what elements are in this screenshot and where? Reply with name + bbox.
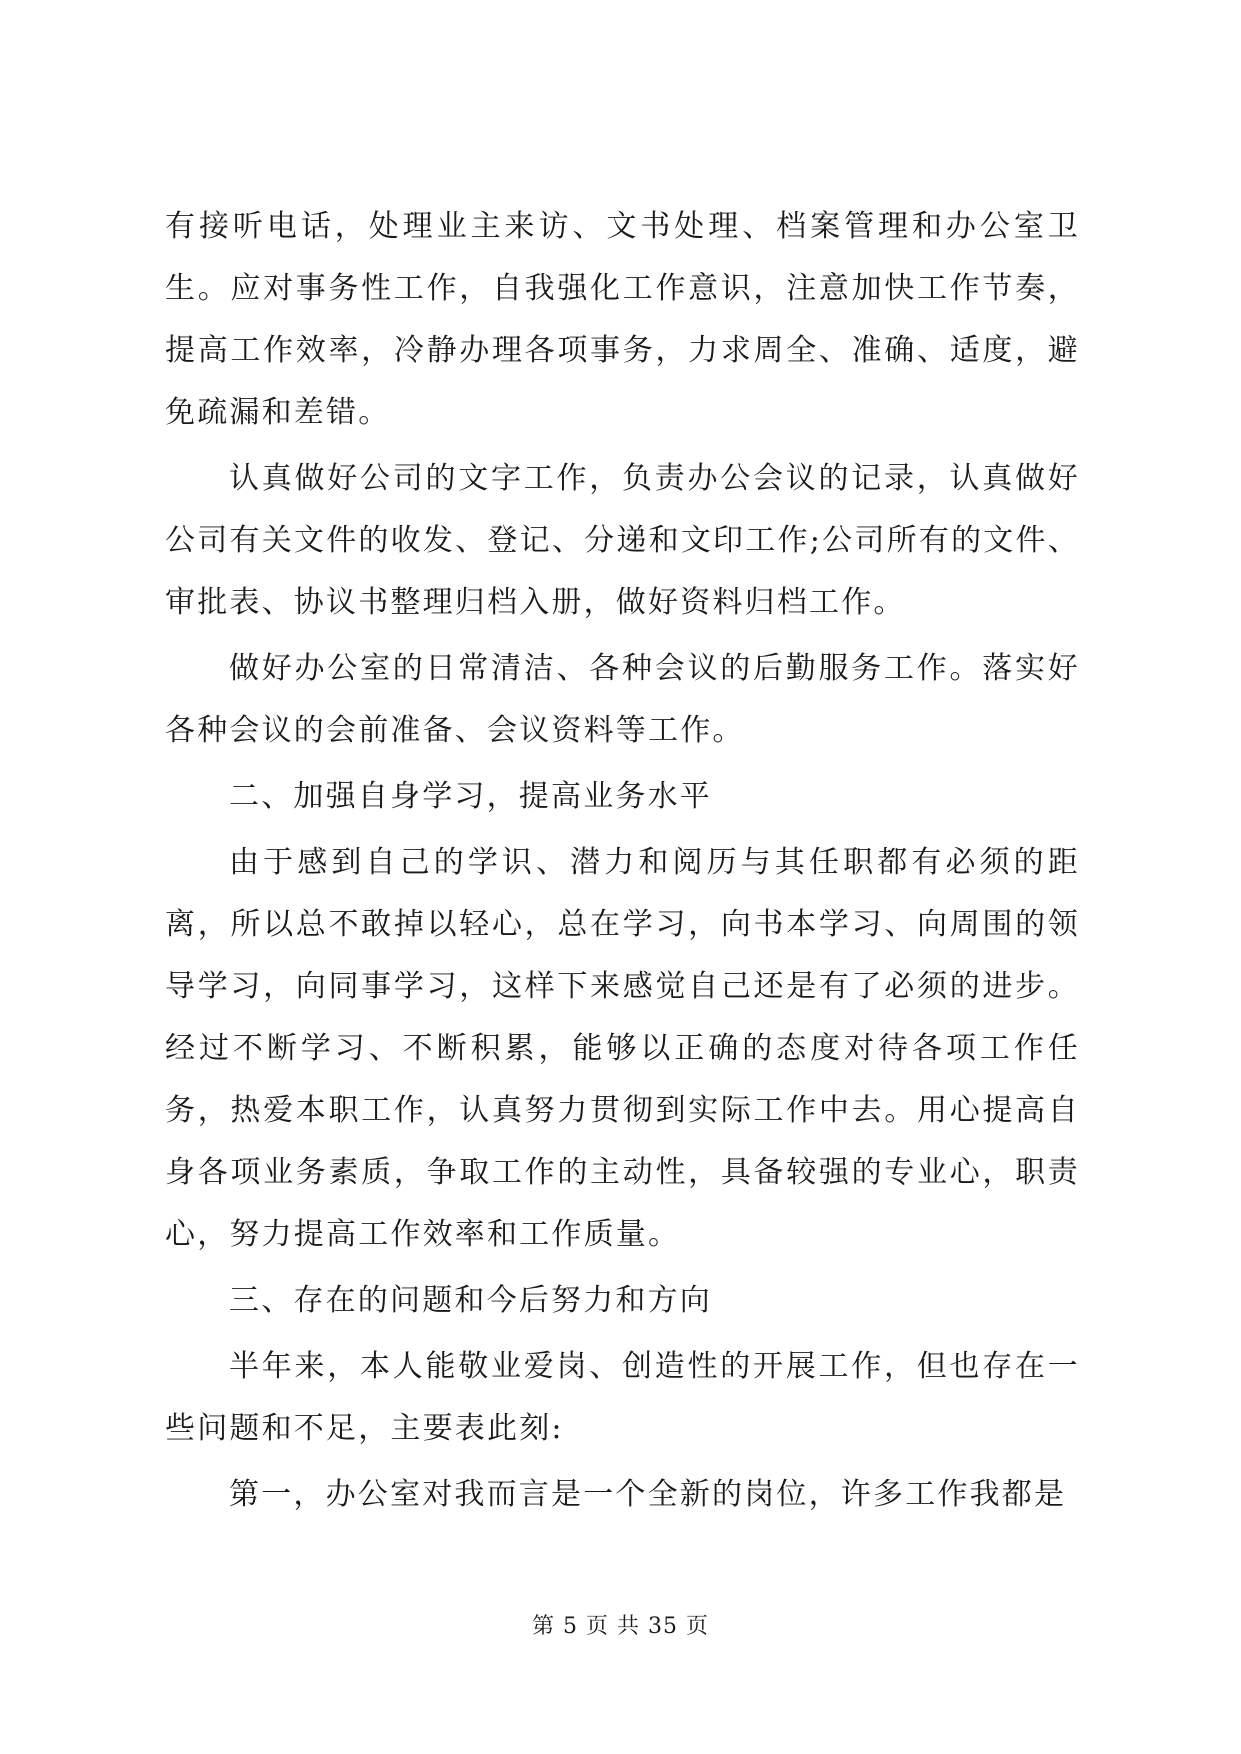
page-number-footer: 第 5 页 共 35 页 xyxy=(532,1614,709,1639)
paragraph-continuation: 有接听电话，处理业主来访、文书处理、档案管理和办公室卫生。应对事务性工作，自我强化工作意识，注意加快工作节奏，提高工作效率，冷静办理各项事务，力求周全、准确、适度，避免疏漏和差错。 xyxy=(165,209,1080,430)
paragraph-learning: 由于感到自己的学识、潜力和阅历与其任职都有必须的距离，所以总不敢掉以轻心，总在学习，向书本学习、向周围的领导学习，向同事学习，这样下来感觉自己还是有了必须的进步。经过不断学习、不断积累，能够以正确的态度对待各项工作任务，热爱本职工作，认真努力贯彻到实际工作中去。用心提高自身各项业务素质，争取工作的主动性，具备较强的专业心，职责心，努力提高工作效率和工作质量。 xyxy=(165,845,1080,1252)
paragraph-text-work: 认真做好公司的文字工作，负责办公会议的记录，认真做好公司有关文件的收发、登记、分递和文印工作;公司所有的文件、审批表、协议书整理归档入册，做好资料归档工作。 xyxy=(165,461,1080,620)
paragraph-half-year: 半年来，本人能敬业爱岗、创造性的开展工作，但也存在一些问题和不足，主要表此刻: xyxy=(165,1349,1080,1446)
section-heading-2: 二、加强自身学习，提高业务水平 xyxy=(229,779,712,814)
section-heading-3: 三、存在的问题和今后努力和方向 xyxy=(229,1283,712,1318)
document-body xyxy=(165,196,1080,1526)
paragraph-first-point: 第一，办公室对我而言是一个全新的岗位，许多工作我都是 xyxy=(229,1477,1067,1512)
paragraph-office-cleaning: 做好办公室的日常清洁、各种会议的后勤服务工作。落实好各种会议的会前准备、会议资料等工作。 xyxy=(165,651,1080,748)
